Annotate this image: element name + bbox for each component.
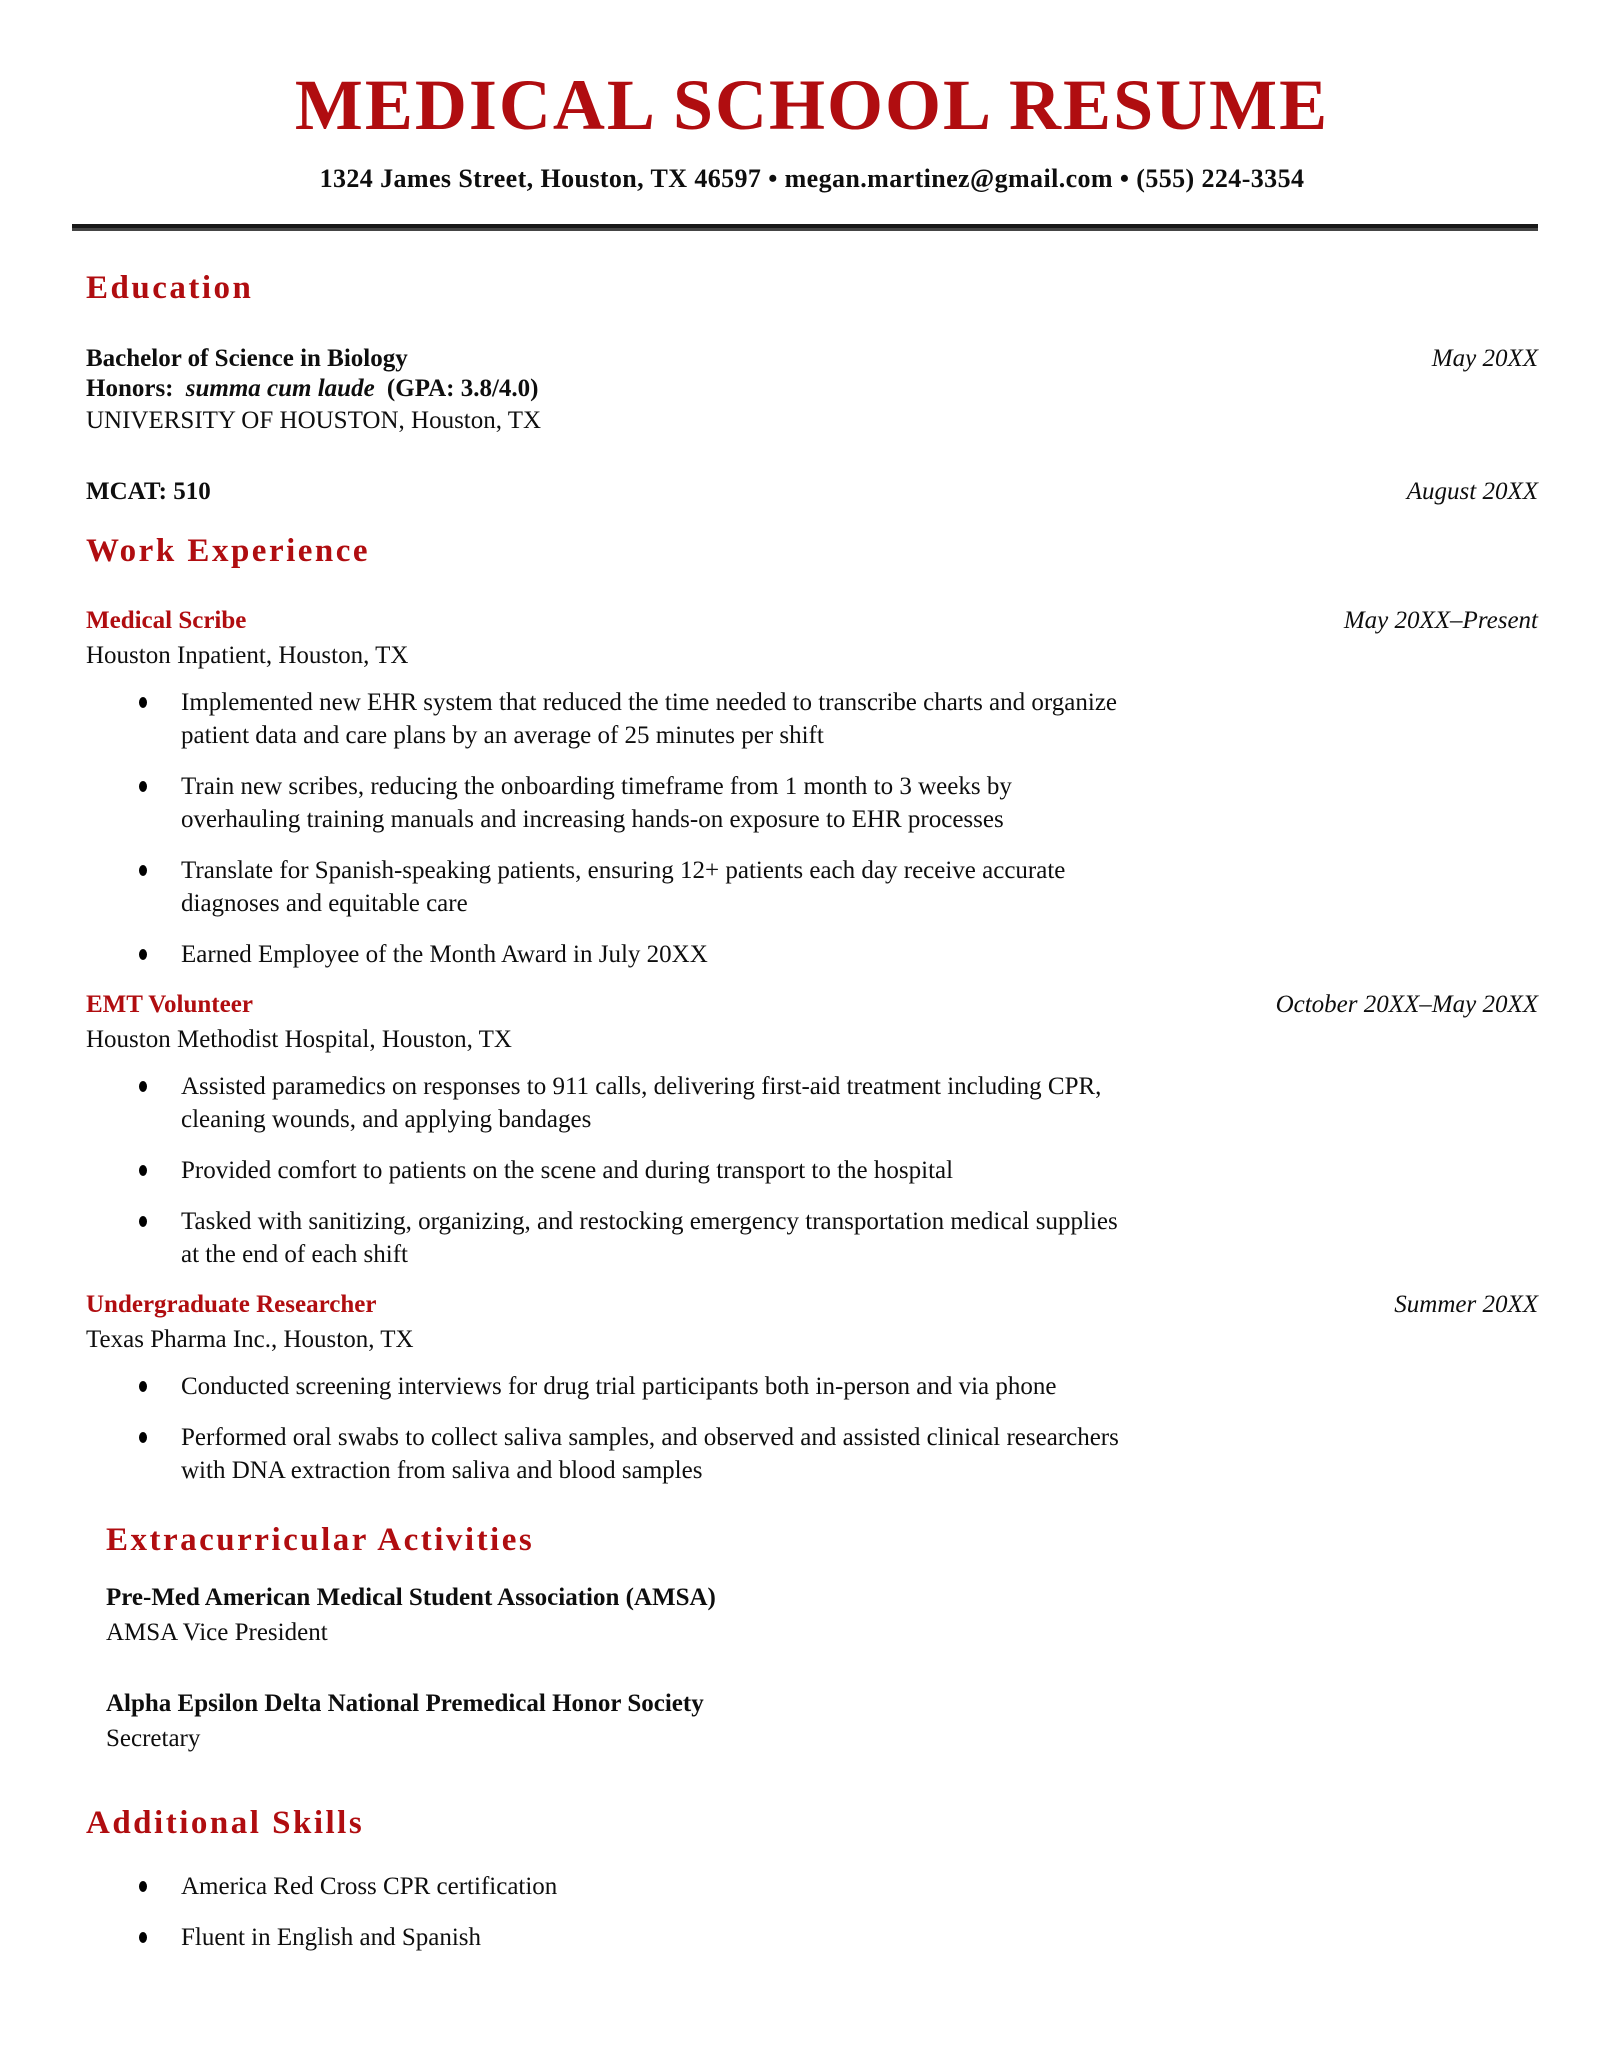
education-entry-row bbox=[86, 345, 1538, 373]
job-header-row bbox=[86, 1289, 1538, 1322]
page-title: MEDICAL SCHOOL RESUME bbox=[294, 65, 1330, 145]
job-bullet-list bbox=[86, 1370, 1538, 1487]
bullet-item: Provided comfort to patients on the scene and during transport to the hospital bbox=[137, 1154, 1137, 1187]
job-organization: Houston Methodist Hospital, Houston, TX bbox=[86, 1025, 512, 1053]
job-organization: Houston Inpatient, Houston, TX bbox=[86, 641, 409, 669]
bullet-item: Performed oral swabs to collect saliva samples, and observed and assisted clinical researchers with DNA extraction from saliva and blood samples bbox=[137, 1421, 1137, 1487]
job-date: October 20XX–May 20XX bbox=[1275, 991, 1538, 1019]
skill-item: America Red Cross CPR certification bbox=[137, 1870, 1137, 1903]
section-extracurricular-activities bbox=[86, 1521, 1538, 1756]
bullet-item: Translate for Spanish-speaking patients, ensuring 12+ patients each day receive accurate diagnoses and equitable care bbox=[137, 854, 1137, 920]
job-title: Undergraduate Researcher bbox=[86, 1291, 377, 1319]
contact-line: 1324 James Street, Houston, TX 46597 • megan.martinez@gmail.com • (555) 224-3354 bbox=[319, 164, 1305, 194]
activity-role: AMSA Vice President bbox=[106, 1619, 328, 1647]
honors-distinction: summa cum laude bbox=[185, 374, 375, 402]
section-heading-extracurricular: Extracurricular Activities bbox=[106, 1522, 535, 1559]
section-work-experience bbox=[86, 532, 1538, 1488]
section-heading-additional-skills: Additional Skills bbox=[86, 1804, 365, 1841]
honors-label: Honors: bbox=[86, 374, 174, 402]
activity-name: Alpha Epsilon Delta National Premedical Honor Society bbox=[106, 1689, 704, 1717]
job-header-row bbox=[86, 989, 1538, 1022]
job-date: May 20XX–Present bbox=[1343, 607, 1538, 635]
degree-date: May 20XX bbox=[1431, 344, 1538, 372]
bullet-item: Tasked with sanitizing, organizing, and restocking emergency transportation medical supplies at the end of each shift bbox=[137, 1205, 1137, 1271]
honors-line bbox=[86, 373, 1538, 406]
mcat-score: MCAT: 510 bbox=[86, 477, 211, 505]
section-additional-skills bbox=[86, 1804, 1538, 1954]
job-entry-emt-volunteer bbox=[86, 989, 1538, 1271]
job-bullet-list bbox=[86, 1070, 1538, 1271]
job-date: Summer 20XX bbox=[1394, 1291, 1538, 1319]
job-organization: Texas Pharma Inc., Houston, TX bbox=[86, 1325, 414, 1353]
section-heading-education: Education bbox=[86, 270, 254, 307]
activity-entry-honor-society bbox=[106, 1688, 1538, 1756]
skills-bullet-list bbox=[86, 1870, 1538, 1954]
activity-role: Secretary bbox=[106, 1725, 201, 1753]
job-title: EMT Volunteer bbox=[86, 991, 253, 1019]
degree-title: Bachelor of Science in Biology bbox=[86, 344, 408, 372]
bullet-item: Assisted paramedics on responses to 911 calls, delivering first-aid treatment including CPR, cleaning wounds, and applying bandages bbox=[137, 1070, 1137, 1136]
job-entry-medical-scribe bbox=[86, 605, 1538, 971]
education-entry bbox=[86, 345, 1538, 438]
bullet-item: Train new scribes, reducing the onboarding timeframe from 1 month to 3 weeks by overhauling training manuals and increasing hands-on exposure to EHR processes bbox=[137, 770, 1137, 836]
section-education bbox=[86, 269, 1538, 506]
job-title: Medical Scribe bbox=[86, 607, 247, 635]
mcat-date: August 20XX bbox=[1406, 477, 1538, 505]
bullet-item: Implemented new EHR system that reduced the time needed to transcribe charts and organize patient data and care plans by an average of 25 minutes per shift bbox=[137, 686, 1137, 752]
activity-name: Pre-Med American Medical Student Association (AMSA) bbox=[106, 1583, 716, 1611]
resume-header bbox=[86, 62, 1538, 231]
bullet-item: Conducted screening interviews for drug trial participants both in-person and via phone bbox=[137, 1370, 1137, 1403]
mcat-row bbox=[86, 478, 1538, 506]
job-bullet-list bbox=[86, 686, 1538, 971]
header-divider bbox=[72, 224, 1538, 231]
section-heading-work-experience: Work Experience bbox=[86, 532, 371, 569]
bullet-item: Earned Employee of the Month Award in July 20XX bbox=[137, 938, 1137, 971]
job-entry-undergraduate-researcher bbox=[86, 1289, 1538, 1487]
honors-gpa: (GPA: 3.8/4.0) bbox=[386, 374, 539, 402]
school-line: UNIVERSITY OF HOUSTON, Houston, TX bbox=[86, 407, 542, 435]
job-header-row bbox=[86, 605, 1538, 638]
skill-item: Fluent in English and Spanish bbox=[137, 1921, 1137, 1954]
activity-entry-amsa bbox=[106, 1582, 1538, 1650]
